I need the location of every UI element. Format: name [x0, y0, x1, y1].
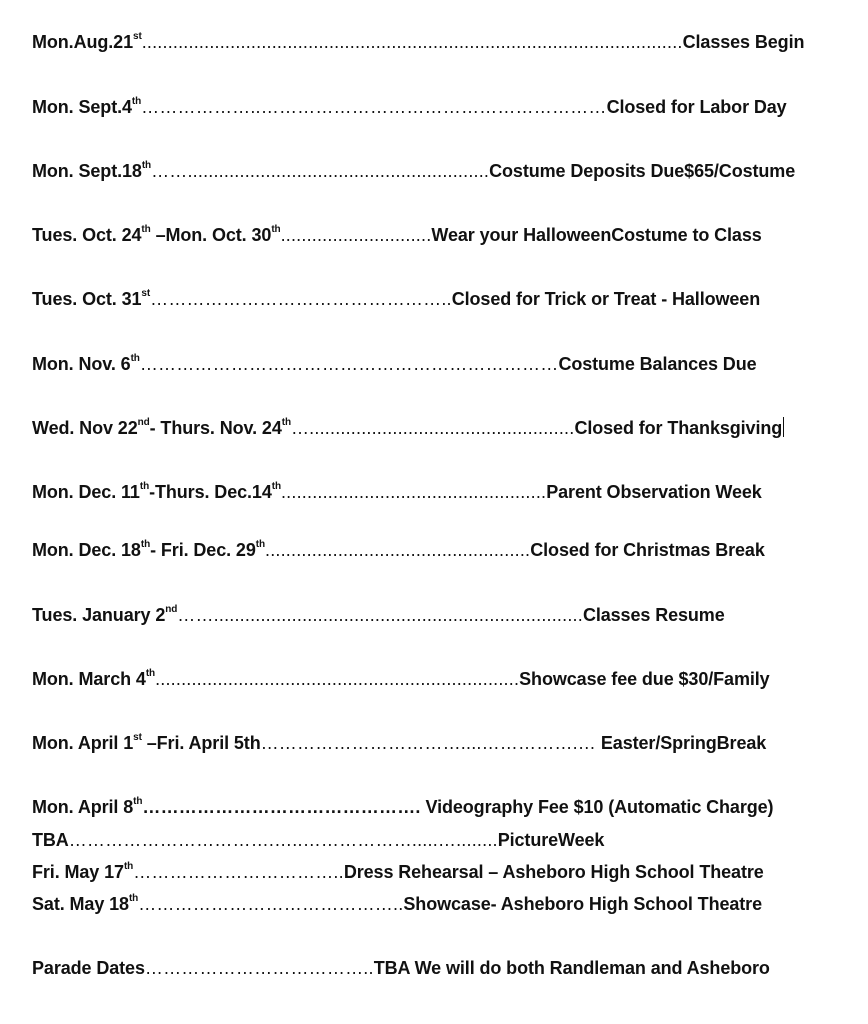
row-date-suffix: th	[128, 893, 139, 904]
row-event: Wear your HalloweenCostume to Class	[431, 225, 762, 245]
dot-leader: ...................................................	[265, 540, 531, 560]
row-event: Showcase fee due $30/Family	[519, 669, 770, 689]
row-date-end: - Thurs. Nov. 24	[149, 418, 282, 438]
row-date-suffix: th	[140, 539, 151, 550]
dot-leader: ………………………………..	[144, 958, 374, 978]
row-date-end: –Fri. April 5th	[141, 733, 261, 753]
row-date-suffix: th	[145, 668, 156, 679]
row-date: Mon. Sept.4	[32, 97, 132, 117]
dot-leader: …….......................................................................	[177, 605, 583, 625]
row-event: Parent Observation Week	[546, 482, 762, 502]
row-event: Easter/SpringBreak	[596, 733, 767, 753]
row-event: Classes Begin	[682, 32, 805, 52]
row-event: Showcase- Asheboro High School Theatre	[403, 894, 762, 914]
dot-leader: ……………………………………….	[142, 797, 421, 817]
schedule-row	[32, 417, 784, 439]
schedule-row	[32, 604, 725, 626]
dot-leader: ……………………………………………………………	[139, 354, 559, 374]
row-date-end-suffix: th	[271, 224, 281, 235]
schedule-row	[32, 31, 804, 53]
row-date: Wed. Nov 22	[32, 418, 138, 438]
row-date-suffix: nd	[165, 604, 178, 615]
schedule-row	[32, 732, 766, 754]
row-date-suffix: st	[133, 31, 142, 42]
dot-leader: ……..........................................................	[151, 161, 490, 181]
dot-leader: ...................................................	[280, 482, 547, 502]
row-event: Closed for Trick or Treat - Halloween	[451, 289, 761, 309]
schedule-row	[32, 224, 762, 246]
schedule-row	[32, 481, 762, 503]
schedule-row	[32, 957, 770, 979]
row-date: Mon. March 4	[32, 669, 146, 689]
row-date-suffix: th	[141, 160, 152, 171]
schedule-row	[32, 796, 773, 818]
row-event: TBA We will do both Randleman and Asheboro	[373, 958, 770, 978]
row-date: Fri. May 17	[32, 862, 124, 882]
dot-leader: ........................................................................................................	[141, 32, 683, 52]
row-date-end-suffix: th	[271, 481, 281, 492]
schedule-row	[32, 288, 760, 310]
row-event: Closed for Labor Day	[606, 97, 787, 117]
row-date-suffix: th	[133, 796, 143, 807]
schedule-row	[32, 539, 765, 561]
row-event: Costume Balances Due	[558, 354, 757, 374]
schedule-row	[32, 668, 770, 690]
dot-leader: ......................................................................	[155, 669, 520, 689]
dot-leader: .............................	[280, 225, 432, 245]
row-date: Tues. January 2	[32, 605, 166, 625]
text-cursor	[783, 417, 784, 437]
row-event: Costume Deposits Due$65/Costume	[489, 161, 796, 181]
row-event: Dress Rehearsal – Asheboro High School Theatre	[343, 862, 764, 882]
row-date-end-suffix: th	[281, 417, 291, 428]
row-date-end: –Mon. Oct. 30	[150, 225, 272, 245]
dot-leader: ……………………………....…………….…	[260, 733, 596, 753]
row-date-suffix: th	[139, 481, 150, 492]
row-event: Closed for Christmas Break	[530, 540, 765, 560]
dot-leader: …………………………….…..……………….....…........	[68, 830, 498, 850]
row-event: PictureWeek	[497, 830, 605, 850]
row-date: Mon. Dec. 18	[32, 540, 141, 560]
row-date: Mon. Sept.18	[32, 161, 142, 181]
row-date-suffix: th	[141, 224, 151, 235]
row-event: Classes Resume	[582, 605, 725, 625]
row-event: Videography Fee $10 (Automatic Charge)	[420, 797, 774, 817]
schedule-row	[32, 160, 795, 182]
row-date: Sat. May 18	[32, 894, 129, 914]
row-date: TBA	[32, 830, 69, 850]
row-date-end-suffix: th	[255, 539, 265, 550]
dot-leader: …………………………………………..	[150, 289, 452, 309]
row-date: Parade Dates	[32, 958, 145, 978]
schedule-row	[32, 861, 764, 883]
row-date: Mon. April 1	[32, 733, 134, 753]
row-date-end: -Thurs. Dec.14	[149, 482, 272, 502]
schedule-row	[32, 96, 787, 118]
schedule-row	[32, 353, 757, 375]
row-date: Mon.Aug.21	[32, 32, 133, 52]
row-date-suffix: th	[131, 96, 142, 107]
dot-leader: ……………………………………..	[138, 894, 404, 914]
schedule-row	[32, 829, 604, 851]
row-date-suffix: st	[141, 288, 151, 299]
row-date-suffix: st	[133, 732, 142, 743]
row-date-suffix: th	[130, 353, 140, 364]
row-date: Mon. Dec. 11	[32, 482, 140, 502]
row-date-end: - Fri. Dec. 29	[150, 540, 256, 560]
row-date: Tues. Oct. 24	[32, 225, 142, 245]
dot-leader: ………………..…………………………………………………	[141, 97, 607, 117]
row-date: Mon. Nov. 6	[32, 354, 131, 374]
row-date: Mon. April 8	[32, 797, 134, 817]
dot-leader: …...................................................	[290, 418, 575, 438]
schedule-row	[32, 893, 762, 915]
row-date-suffix: nd	[137, 417, 150, 428]
row-date-suffix: th	[123, 861, 134, 872]
row-date: Tues. Oct. 31	[32, 289, 142, 309]
dot-leader: ……………………………..	[133, 862, 344, 882]
row-event: Closed for Thanksgiving	[574, 418, 783, 438]
